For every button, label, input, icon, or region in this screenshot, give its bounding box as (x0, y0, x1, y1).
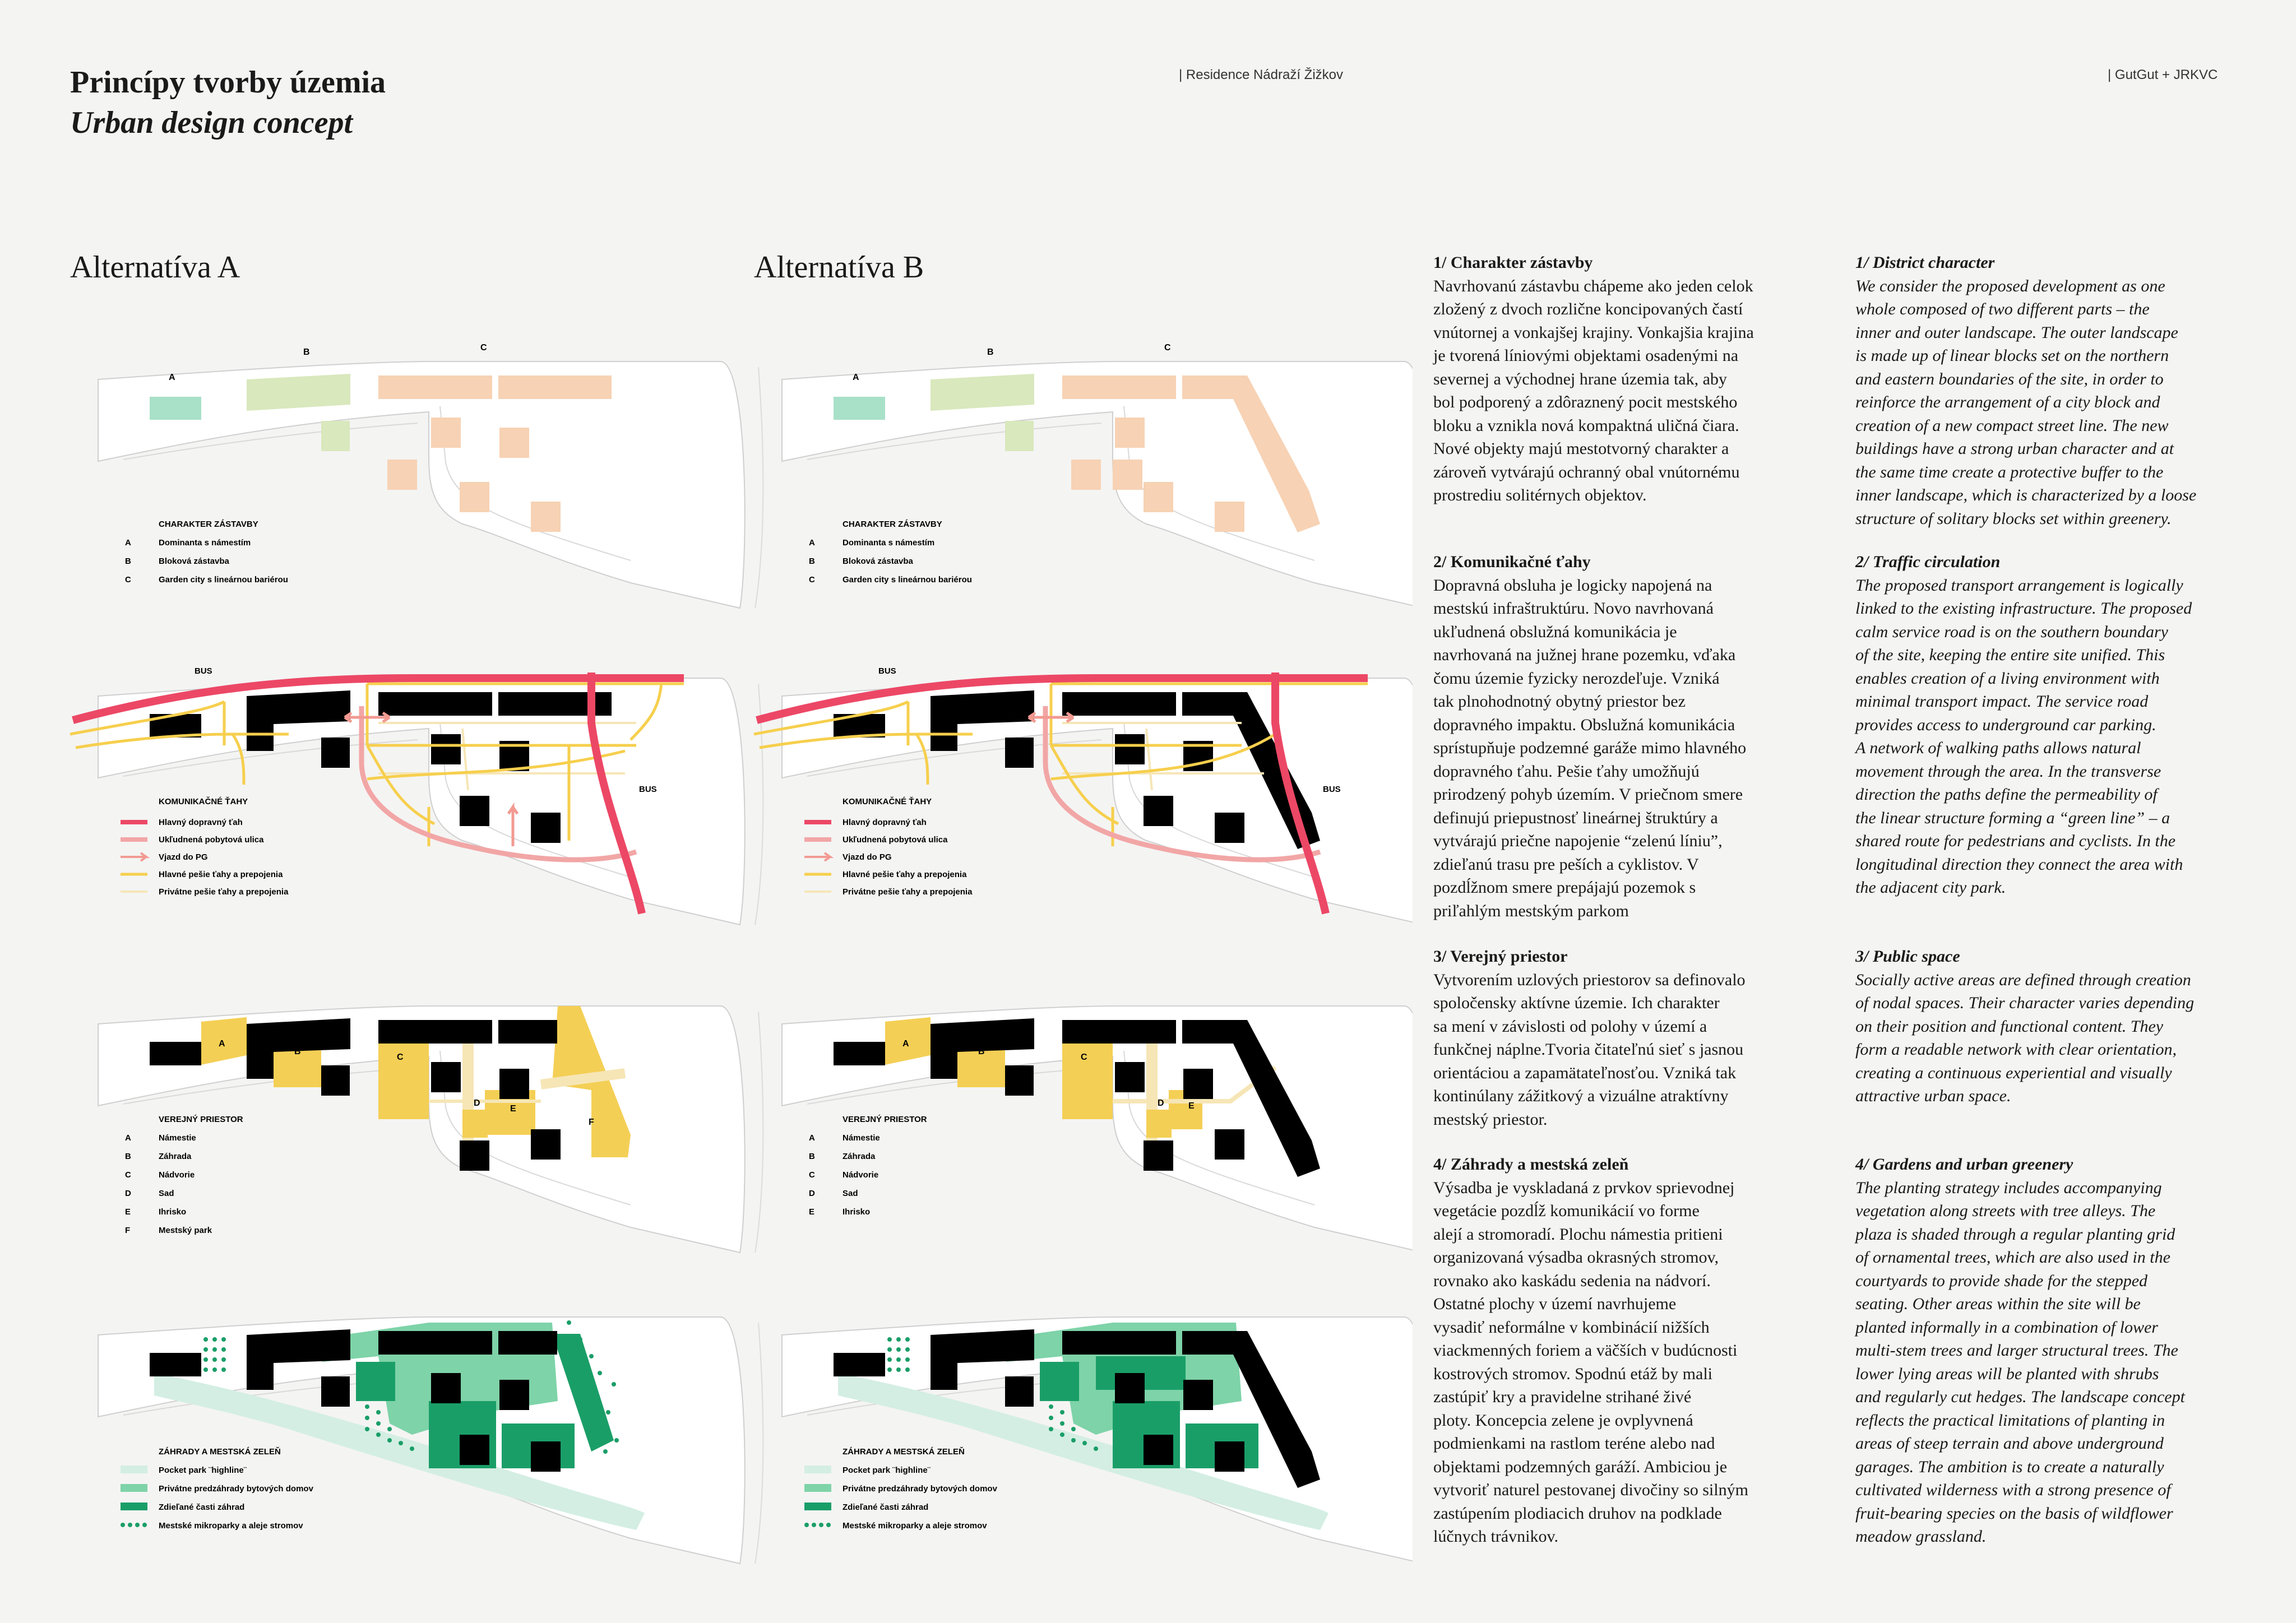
svg-text:Bloková zástavba: Bloková zástavba (159, 557, 229, 566)
svg-text:C: C (125, 1170, 131, 1180)
svg-text:VEREJNÝ PRIESTOR: VEREJNÝ PRIESTOR (843, 1115, 927, 1124)
section-line: kontinúlany zážitkový a vizuálne atraktívny (1433, 1087, 1729, 1105)
svg-text:BUS: BUS (878, 666, 896, 676)
svg-text:A: A (219, 1039, 225, 1049)
section-line: multi-stem trees and larger structural trees. The (1855, 1341, 2178, 1360)
alternative-a-title: Alternatíva A (70, 250, 240, 285)
section-line: Dopravná obsluha je logicky napojená na (1433, 576, 1712, 595)
section-line: bol podporený a zdôraznený pocit mestského (1433, 393, 1738, 411)
section-line: enables creation of a living environment with (1855, 669, 2160, 688)
section-line: zastúpením plodiacich druhov na podklade (1433, 1504, 1722, 1523)
svg-text:Záhrada: Záhrada (159, 1152, 192, 1161)
svg-text:E: E (1188, 1101, 1195, 1111)
section-line: We consider the proposed development as one (1855, 276, 2165, 295)
svg-text:Privátne predzáhrady bytových: Privátne predzáhrady bytových domov (843, 1484, 997, 1494)
svg-text:D: D (1158, 1098, 1164, 1108)
section-line: vytvárajú priečne napojenie “zelenú líniu”, (1433, 832, 1723, 850)
diagram-public-a (98, 1006, 763, 1253)
svg-text:C: C (1164, 343, 1171, 353)
svg-text:B: B (978, 1047, 985, 1056)
svg-text:Ihrisko: Ihrisko (843, 1207, 871, 1217)
section-line: orientáciou a zapamätateľnosťou. Vzniká tak (1433, 1063, 1737, 1082)
legend-public (809, 1114, 927, 1217)
svg-text:Hlavné pešie ťahy a prepojenia: Hlavné pešie ťahy a prepojenia (843, 870, 967, 879)
section-line: lúčnych trávnikov. (1433, 1527, 1558, 1546)
section-line: prirodzený pohyb územím. V priečnom smere (1433, 785, 1743, 804)
section-line: Výsadba je vyskladaná z prvkov sprievodnej (1433, 1178, 1735, 1197)
svg-text:Nádvorie: Nádvorie (159, 1170, 195, 1180)
section-line: ploty. Koncepcia zelene je ovplyvnená (1433, 1411, 1693, 1430)
text-section (1855, 1153, 2225, 1548)
section-line: sprístupňuje podzemné garáže mimo hlavného (1433, 739, 1747, 757)
section-line: movement through the area. In the transverse (1855, 762, 2161, 781)
section-line: lower lying areas will be planted with shrubs (1855, 1364, 2159, 1383)
section-line: meadow grassland. (1855, 1527, 1987, 1546)
svg-text:Privátne pešie ťahy a prepojen: Privátne pešie ťahy a prepojenia (159, 887, 289, 897)
svg-text:E: E (125, 1207, 131, 1217)
svg-text:BUS: BUS (1323, 785, 1341, 794)
svg-text:Sad: Sad (159, 1189, 174, 1198)
section-line: zároveň vytvárajú ochranný obal vnútornému (1433, 462, 1740, 481)
svg-text:B: B (809, 1152, 815, 1161)
text-section (1433, 945, 1803, 1131)
building-garden-city (498, 375, 612, 399)
svg-text:VEREJNÝ PRIESTOR: VEREJNÝ PRIESTOR (159, 1115, 243, 1124)
svg-text:Zdieľané časti záhrad: Zdieľané časti záhrad (159, 1503, 245, 1512)
svg-text:Mestské mikroparky a aleje str: Mestské mikroparky a aleje stromov (843, 1521, 987, 1531)
svg-text:Hlavné pešie ťahy a prepojenia: Hlavné pešie ťahy a prepojenia (159, 870, 283, 879)
section-line: fruit-bearing species on the basis of wildflower (1855, 1504, 2173, 1523)
svg-text:Sad: Sad (843, 1189, 858, 1198)
svg-text:Vjazd do PG: Vjazd do PG (159, 852, 208, 862)
diagram-greenery-b (782, 1317, 1413, 1564)
section-heading: 3/ Verejný priestor (1433, 947, 1568, 966)
section-line: of ornamental trees, which are also used in the (1855, 1248, 2170, 1267)
section-line: vegetation along streets with tree alleys. The (1855, 1202, 2156, 1220)
diagram-character-a (98, 343, 763, 608)
svg-text:B: B (809, 557, 815, 566)
label-b: B (303, 347, 310, 357)
section-line: The proposed transport arrangement is logically (1855, 576, 2183, 595)
section-line: and regularly cut hedges. The landscape concept (1855, 1388, 2185, 1406)
legend-traffic (804, 796, 973, 897)
svg-text:A: A (853, 373, 859, 382)
building-garden-city (378, 375, 492, 399)
section-line: viackmenných foriem a väčších v budúcnosti (1433, 1341, 1738, 1360)
svg-text:D: D (809, 1189, 815, 1198)
svg-text:D: D (125, 1189, 131, 1198)
text-section (1855, 945, 2225, 1108)
svg-text:A: A (809, 538, 815, 548)
diagram-greenery-a (98, 1317, 763, 1564)
section-line: of the site, keeping the entire site unified. This (1855, 646, 2165, 664)
svg-text:Garden city s lineárnou bariér: Garden city s lineárnou bariérou (159, 575, 288, 585)
section-line: plaza is shaded through a regular planting grid (1855, 1225, 2175, 1244)
section-line: shared route for pedestrians and cyclists. In the (1855, 832, 2176, 850)
section-line: the same time create a protective buffer to the (1855, 462, 2164, 481)
section-line: Navrhovanú zástavbu chápeme ako jeden celok (1433, 276, 1753, 295)
section-line: vysadiť neformálne v kombinácií nižších (1433, 1318, 1710, 1337)
svg-text:Nádvorie: Nádvorie (843, 1170, 879, 1180)
diagram-character-b (782, 343, 1413, 608)
section-line: direction the paths define the permeability of (1855, 785, 2158, 804)
section-heading: 4/ Záhrady a mestská zeleň (1433, 1155, 1629, 1174)
section-line: sa mení v závislosti od polohy v území a (1433, 1017, 1707, 1036)
legend-public (125, 1114, 243, 1235)
section-heading: 1/ District character (1855, 253, 1995, 272)
svg-text:ZÁHRADY A MESTSKÁ ZELEŇ: ZÁHRADY A MESTSKÁ ZELEŇ (159, 1447, 281, 1457)
section-line: Vytvorením uzlových priestorov sa definovalo (1433, 970, 1746, 989)
alternative-b-title: Alternatíva B (754, 250, 924, 285)
section-line: whole composed of two different parts – the (1855, 300, 2150, 318)
section-line: kostrových stromov. Spodnú etáž by mali (1433, 1364, 1712, 1383)
section-line: navrhovaná na južnej hrane pozemku, vďaka (1433, 646, 1736, 664)
project-name: | Residence Nádraží Žižkov (1179, 67, 1344, 82)
section-line: creating a continuous experiential and visually (1855, 1063, 2172, 1082)
building-block (321, 421, 350, 451)
section-line: minimal transport impact. The service road (1855, 692, 2149, 711)
svg-text:Pocket park ¨highline¨: Pocket park ¨highline¨ (159, 1466, 247, 1475)
section-heading: 2/ Komunikačné ťahy (1433, 553, 1591, 571)
section-line: vnútornej a vonkajšej krajiny. Vonkajšia krajina (1433, 323, 1754, 342)
section-heading: 2/ Traffic circulation (1855, 553, 2001, 571)
section-line: on their position and functional content. They (1855, 1017, 2164, 1036)
svg-text:F: F (125, 1226, 131, 1235)
section-line: dopravného impaktu. Obslužná komunikácia (1433, 715, 1735, 734)
section-line: the linear structure forming a “green line” – a (1855, 808, 2170, 827)
section-line: Ostatné plochy v území navrhujeme (1433, 1295, 1677, 1313)
svg-text:Ukľudnená pobytová ulica: Ukľudnená pobytová ulica (159, 835, 264, 845)
svg-text:ZÁHRADY A MESTSKÁ ZELEŇ: ZÁHRADY A MESTSKÁ ZELEŇ (843, 1447, 965, 1457)
section-line: severnej a východnej hrane územia tak, aby (1433, 369, 1727, 388)
section-line: longitudinal direction they connect the area with (1855, 855, 2183, 874)
section-line: cultivated wilderness with a strong presence of (1855, 1481, 2171, 1499)
svg-text:A: A (125, 538, 131, 548)
section-heading: 1/ Charakter zástavby (1433, 253, 1593, 272)
section-line: vytvoriť naturel pestovanej divočiny so silným (1433, 1481, 1748, 1499)
text-section (1855, 251, 2225, 530)
svg-text:Hlavný dopravný ťah: Hlavný dopravný ťah (843, 818, 927, 827)
section-line: organizovaná výsadba okrasných stromov, (1433, 1248, 1719, 1267)
svg-text:KOMUNIKAČNÉ ŤAHY: KOMUNIKAČNÉ ŤAHY (159, 797, 248, 806)
svg-text:Zdieľané časti záhrad: Zdieľané časti záhrad (843, 1503, 929, 1512)
section-line: pozdĺžnom smere prepájajú pozemok s (1433, 878, 1696, 897)
page-title: Princípy tvorby územia (70, 65, 386, 100)
section-line: reflects the practical limitations of planting in (1855, 1411, 2165, 1430)
section-line: calm service road is on the southern boundary (1855, 622, 2168, 641)
section-line: form a readable network with clear orientation, (1855, 1040, 2177, 1059)
section-line: A network of walking paths allows natural (1855, 739, 2141, 757)
section-line: courtyards to provide shade for the stepped (1855, 1271, 2148, 1290)
svg-text:B: B (294, 1047, 301, 1056)
section-line: areas of steep terrain and above underground (1855, 1434, 2164, 1453)
section-line: spoločensky aktívne územie. Ich charakter (1433, 994, 1720, 1012)
svg-text:Námestie: Námestie (159, 1133, 196, 1143)
section-line: mestskú infraštruktúru. Novo navrhovaná (1433, 599, 1714, 618)
svg-text:BUS: BUS (195, 666, 212, 676)
svg-text:A: A (902, 1039, 909, 1049)
section-line: structure of solitary blocks set within greenery. (1855, 509, 2172, 528)
svg-text:B: B (125, 557, 131, 566)
section-heading: 4/ Gardens and urban greenery (1855, 1155, 2073, 1174)
section-line: linked to the existing infrastructure. The proposed (1855, 599, 2192, 618)
legend-character (125, 520, 288, 585)
section-line: Socially active areas are defined through creation (1855, 970, 2191, 989)
svg-text:CHARAKTER ZÁSTAVBY: CHARAKTER ZÁSTAVBY (843, 520, 942, 529)
text-section (1855, 550, 2225, 899)
building-dominant (150, 397, 201, 420)
svg-text:Námestie: Námestie (843, 1133, 880, 1143)
svg-text:E: E (809, 1207, 815, 1217)
label-c: C (480, 343, 487, 353)
text-section (1433, 251, 1803, 507)
section-line: zložený z dvoch rozlične koncipovaných častí (1433, 300, 1743, 318)
section-line: planted informally in a combination of lower (1855, 1318, 2158, 1337)
svg-text:C: C (397, 1052, 404, 1062)
section-line: attractive urban space. (1855, 1087, 2011, 1105)
section-line: of nodal spaces. Their character varies depending (1855, 994, 2195, 1012)
section-line: je tvorená líniovými objektami osadenými na (1433, 346, 1739, 365)
svg-text:F: F (589, 1117, 594, 1127)
section-line: podmienkami na rastlom teréne alebo nad (1433, 1434, 1715, 1453)
section-line: seating. Other areas within the site will be (1855, 1295, 2141, 1313)
svg-text:Ukľudnená pobytová ulica: Ukľudnená pobytová ulica (843, 835, 948, 845)
svg-text:C: C (125, 575, 131, 585)
svg-text:B: B (987, 347, 994, 357)
section-line: The planting strategy includes accompanying (1855, 1178, 2162, 1197)
section-line: inner and outer landscape. The outer landscape (1855, 323, 2178, 342)
svg-text:Privátne predzáhrady bytových: Privátne predzáhrady bytových domov (159, 1484, 313, 1494)
section-line: zastúpiť kry a pravidelne strihané živé (1433, 1388, 1692, 1406)
section-line: vegetácie pozdĺž komunikácií vo forme (1433, 1202, 1700, 1220)
authors: | GutGut + JRKVC (2108, 67, 2218, 82)
svg-text:C: C (809, 575, 815, 585)
section-line: objektami podzemných garáží. Ambiciou je (1433, 1457, 1728, 1476)
legend-greenery (121, 1446, 314, 1531)
section-line: prostrediu solitérnych objektov. (1433, 486, 1647, 504)
svg-text:Garden city s lineárnou bariér: Garden city s lineárnou bariérou (843, 575, 972, 585)
section-line: rovnako ako kaskádu sedenia na nádvorí. (1433, 1271, 1711, 1290)
svg-text:Bloková zástavba: Bloková zástavba (843, 557, 913, 566)
section-line: Nové objekty majú mestotvorný charakter a (1433, 439, 1729, 458)
legend-traffic (121, 796, 289, 897)
svg-text:KOMUNIKAČNÉ ŤAHY: KOMUNIKAČNÉ ŤAHY (843, 797, 932, 806)
section-line: priľahlým mestským parkom (1433, 901, 1629, 920)
section-line: ukľudnená obslužná komunikácia je (1433, 622, 1677, 641)
section-line: and eastern boundaries of the site, in order to (1855, 369, 2164, 388)
page-subtitle: Urban design concept (70, 105, 353, 140)
svg-text:BUS: BUS (639, 785, 657, 794)
svg-text:Vjazd do PG: Vjazd do PG (843, 852, 892, 862)
svg-text:Pocket park ¨highline¨: Pocket park ¨highline¨ (843, 1466, 931, 1475)
section-line: dopravného ťahu. Pešie ťahy umožňujú (1433, 762, 1700, 781)
svg-text:C: C (809, 1170, 815, 1180)
svg-text:Mestské mikroparky a aleje str: Mestské mikroparky a aleje stromov (159, 1521, 303, 1531)
svg-text:Dominanta s námestím: Dominanta s námestím (843, 538, 935, 548)
svg-text:Dominanta s námestím: Dominanta s námestím (159, 538, 251, 548)
svg-text:Privátne pešie ťahy a prepojen: Privátne pešie ťahy a prepojenia (843, 887, 973, 897)
section-line: buildings have a strong urban character and at (1855, 439, 2174, 458)
section-line: provides access to underground car parking. (1855, 715, 2156, 734)
section-line: reinforce the arrangement of a city block and (1855, 393, 2160, 411)
section-line: is made up of linear blocks set on the northern (1855, 346, 2169, 365)
section-line: bloku a vznikla nová kompaktná uličná čiara. (1433, 416, 1739, 435)
svg-text:Mestský park: Mestský park (159, 1226, 212, 1235)
svg-text:C: C (1081, 1052, 1087, 1062)
svg-text:CHARAKTER ZÁSTAVBY: CHARAKTER ZÁSTAVBY (159, 520, 258, 529)
svg-text:Ihrisko: Ihrisko (159, 1207, 187, 1217)
svg-text:Záhrada: Záhrada (843, 1152, 876, 1161)
section-line: tak plnohodnotný obytný priestor bez (1433, 692, 1686, 711)
section-line: funkčnej náplne.Tvoria čitateľnú sieť s jasnou (1433, 1040, 1744, 1059)
text-section (1433, 550, 1803, 922)
section-line: alejí a stromoradí. Plochu námestia pritieni (1433, 1225, 1723, 1244)
svg-text:E: E (510, 1104, 516, 1114)
legend-greenery (804, 1446, 998, 1531)
section-line: čomu územie fyzicky nerozdeľuje. Vzniká (1433, 669, 1720, 688)
section-line: creation of a new compact street line. The new (1855, 416, 2169, 435)
diagram-traffic-a (70, 666, 763, 925)
section-line: inner landscape, which is characterized by a loose (1855, 486, 2197, 504)
diagram-traffic-b (754, 666, 1413, 925)
section-line: the adjacent city park. (1855, 878, 2006, 897)
svg-text:A: A (125, 1133, 131, 1143)
section-line: definujú priepustnosť lineárnej štruktúry a (1433, 808, 1718, 827)
section-heading: 3/ Public space (1855, 947, 1960, 966)
svg-text:Hlavný dopravný ťah: Hlavný dopravný ťah (159, 818, 243, 827)
building-block (247, 374, 350, 411)
text-section (1433, 1153, 1803, 1548)
section-line: mestský priestor. (1433, 1110, 1548, 1129)
svg-text:A: A (809, 1133, 815, 1143)
svg-text:D: D (474, 1098, 480, 1108)
label-a: A (169, 373, 175, 382)
section-line: zdieľanú trasu pre peších a cyklistov. V (1433, 855, 1699, 874)
legend-character (809, 520, 972, 585)
diagram-public-b (782, 1006, 1413, 1253)
svg-text:B: B (125, 1152, 131, 1161)
section-line: garages. The ambition is to create a naturally (1855, 1457, 2164, 1476)
